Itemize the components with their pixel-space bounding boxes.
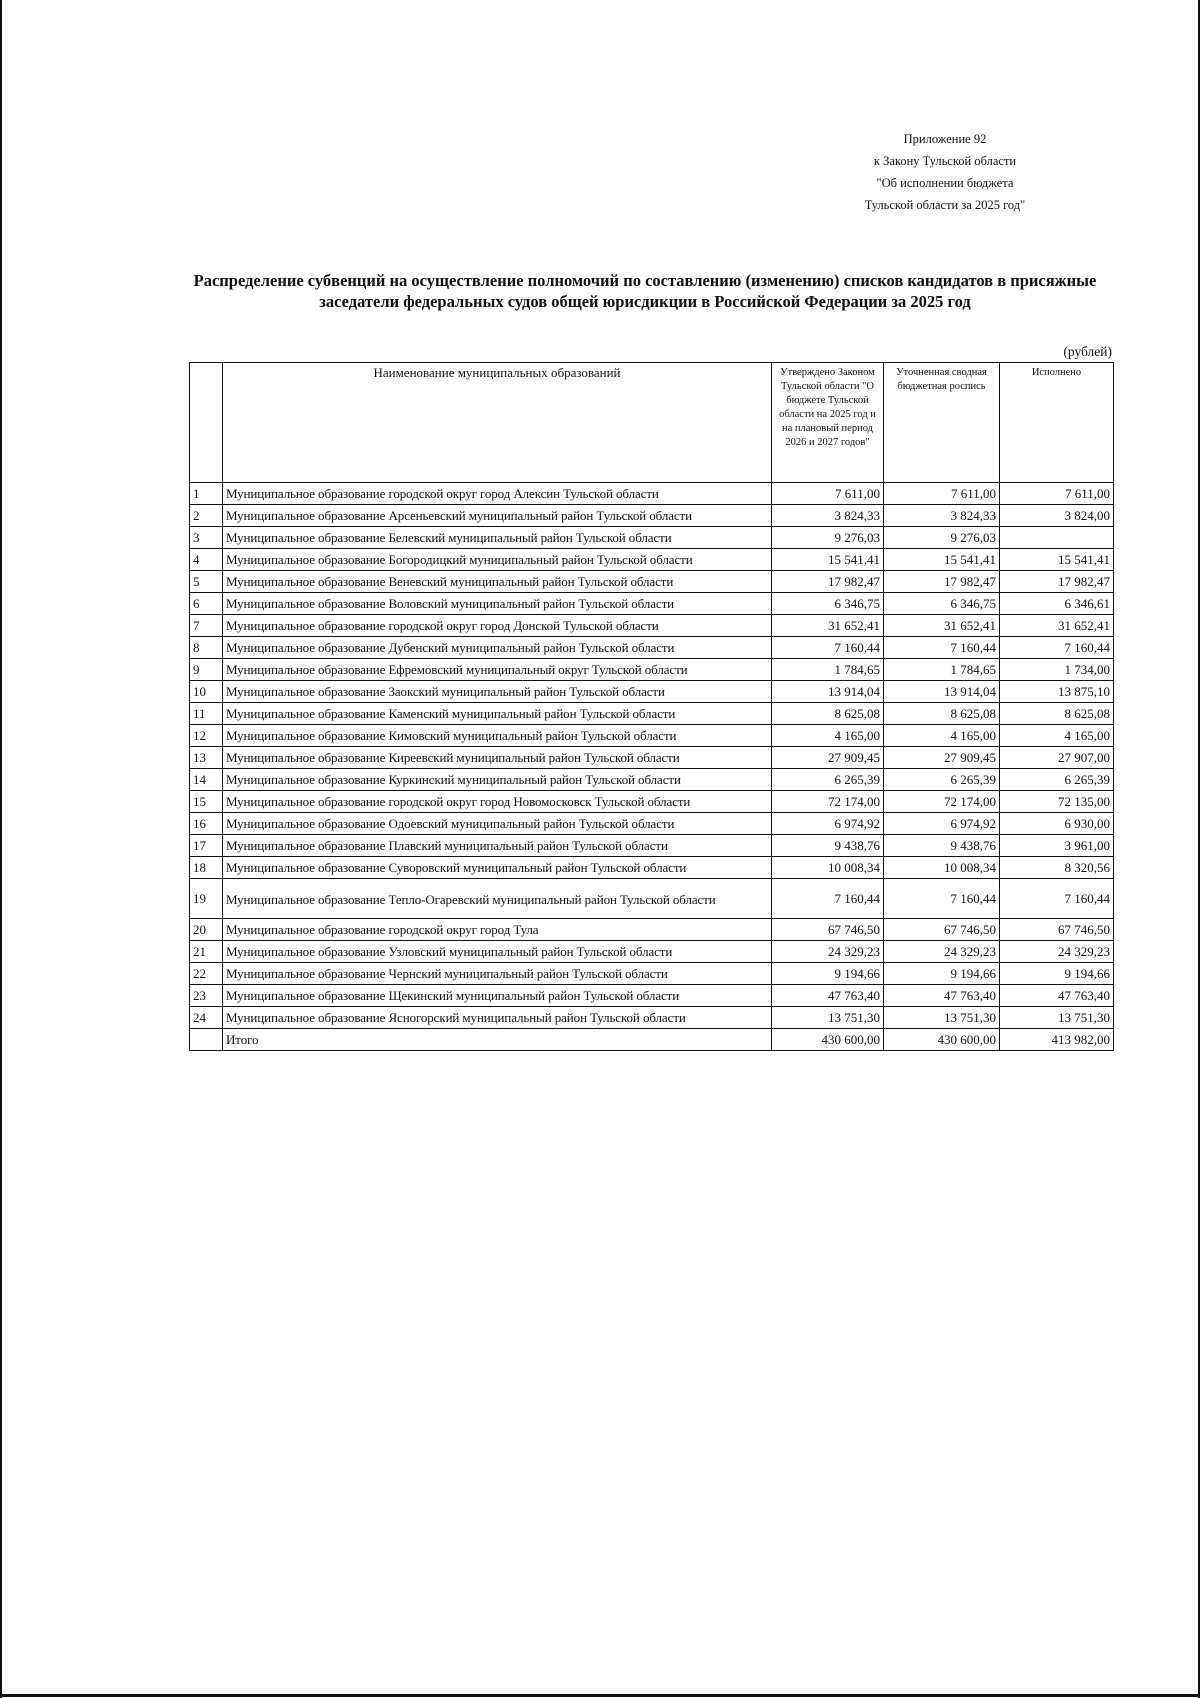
row-executed: 31 652,41 [1000, 615, 1114, 637]
table-row [190, 659, 1114, 681]
table-row [190, 593, 1114, 615]
row-number: 2 [190, 505, 223, 527]
row-number: 1 [190, 483, 223, 505]
row-name: Муниципальное образование Заокский муниципальный район Тульской области [223, 681, 772, 703]
row-approved: 3 824,33 [772, 505, 884, 527]
table-header-row [190, 363, 1114, 483]
row-name: Муниципальное образование Тепло-Огаревский муниципальный район Тульской области [223, 879, 772, 919]
table-row [190, 615, 1114, 637]
row-approved: 7 160,44 [772, 637, 884, 659]
row-executed: 8 625,08 [1000, 703, 1114, 725]
row-approved: 6 265,39 [772, 769, 884, 791]
table-row [190, 505, 1114, 527]
row-executed: 7 160,44 [1000, 879, 1114, 919]
row-approved: 17 982,47 [772, 571, 884, 593]
total-approved: 430 600,00 [772, 1029, 884, 1051]
row-number: 19 [190, 879, 223, 919]
row-approved: 1 784,65 [772, 659, 884, 681]
row-refined: 67 746,50 [884, 919, 1000, 941]
table-row [190, 571, 1114, 593]
row-refined: 13 751,30 [884, 1007, 1000, 1029]
row-refined: 31 652,41 [884, 615, 1000, 637]
row-number: 22 [190, 963, 223, 985]
table-row [190, 527, 1114, 549]
table-row [190, 879, 1114, 919]
row-approved: 9 276,03 [772, 527, 884, 549]
row-refined: 10 008,34 [884, 857, 1000, 879]
row-refined: 72 174,00 [884, 791, 1000, 813]
row-number: 20 [190, 919, 223, 941]
row-number: 8 [190, 637, 223, 659]
header-refined: Уточненная сводная бюджетная роспись [884, 363, 1000, 483]
row-refined: 3 824,33 [884, 505, 1000, 527]
row-number: 16 [190, 813, 223, 835]
appendix-line-1: Приложение 92 [903, 132, 987, 146]
row-refined: 9 276,03 [884, 527, 1000, 549]
row-name: Муниципальное образование Богородицкий муниципальный район Тульской области [223, 549, 772, 571]
row-name: Муниципальное образование Каменский муниципальный район Тульской области [223, 703, 772, 725]
row-refined: 8 625,08 [884, 703, 1000, 725]
table-row [190, 941, 1114, 963]
row-executed: 7 160,44 [1000, 637, 1114, 659]
page-border-bottom [0, 1694, 1200, 1697]
row-name: Муниципальное образование Ефремовский муниципальный округ Тульской области [223, 659, 772, 681]
row-number: 3 [190, 527, 223, 549]
total-label: Итого [223, 1029, 772, 1051]
row-name: Муниципальное образование Узловский муниципальный район Тульской области [223, 941, 772, 963]
table-row [190, 681, 1114, 703]
row-number: 21 [190, 941, 223, 963]
row-number: 5 [190, 571, 223, 593]
table-row [190, 725, 1114, 747]
row-executed: 6 930,00 [1000, 813, 1114, 835]
table-row [190, 919, 1114, 941]
row-refined: 6 974,92 [884, 813, 1000, 835]
header-number [190, 363, 223, 483]
row-number: 15 [190, 791, 223, 813]
row-refined: 7 160,44 [884, 879, 1000, 919]
row-number: 4 [190, 549, 223, 571]
row-approved: 9 438,76 [772, 835, 884, 857]
row-number: 7 [190, 615, 223, 637]
row-refined: 6 346,75 [884, 593, 1000, 615]
row-name: Муниципальное образование Воловский муниципальный район Тульской области [223, 593, 772, 615]
row-approved: 27 909,45 [772, 747, 884, 769]
row-refined: 13 914,04 [884, 681, 1000, 703]
row-name: Муниципальное образование Ясногорский муниципальный район Тульской области [223, 1007, 772, 1029]
row-approved: 72 174,00 [772, 791, 884, 813]
row-executed: 6 346,61 [1000, 593, 1114, 615]
row-refined: 47 763,40 [884, 985, 1000, 1007]
row-approved: 4 165,00 [772, 725, 884, 747]
row-name: Муниципальное образование городской округ город Новомосковск Тульской области [223, 791, 772, 813]
row-name: Муниципальное образование Чернский муниципальный район Тульской области [223, 963, 772, 985]
row-approved: 13 751,30 [772, 1007, 884, 1029]
row-number: 10 [190, 681, 223, 703]
row-name: Муниципальное образование Суворовский муниципальный район Тульской области [223, 857, 772, 879]
row-number: 9 [190, 659, 223, 681]
table-row [190, 549, 1114, 571]
budget-table [189, 362, 1114, 1051]
row-name: Муниципальное образование Арсеньевский муниципальный район Тульской области [223, 505, 772, 527]
table-row [190, 963, 1114, 985]
row-executed: 27 907,00 [1000, 747, 1114, 769]
total-row [190, 1029, 1114, 1051]
row-executed: 72 135,00 [1000, 791, 1114, 813]
header-approved: Утверждено Законом Тульской области "О бюджете Тульской области на 2025 год и на плановый период 2026 и 2027 годов" [772, 363, 884, 483]
row-refined: 24 329,23 [884, 941, 1000, 963]
total-executed: 413 982,00 [1000, 1029, 1114, 1051]
row-approved: 7 160,44 [772, 879, 884, 919]
header-executed: Исполнено [1000, 363, 1114, 483]
row-refined: 9 438,76 [884, 835, 1000, 857]
appendix-line-4: Тульской области за 2025 год" [864, 198, 1026, 212]
row-name: Муниципальное образование Дубенский муниципальный район Тульской области [223, 637, 772, 659]
total-refined: 430 600,00 [884, 1029, 1000, 1051]
table-row [190, 769, 1114, 791]
table-row [190, 835, 1114, 857]
row-name: Муниципальное образование Веневский муниципальный район Тульской области [223, 571, 772, 593]
table-row [190, 703, 1114, 725]
page-border-left [0, 0, 2, 1698]
row-executed: 24 329,23 [1000, 941, 1114, 963]
row-number: 12 [190, 725, 223, 747]
appendix-note [830, 128, 1060, 216]
row-name: Муниципальное образование Киреевский муниципальный район Тульской области [223, 747, 772, 769]
row-executed [1000, 527, 1114, 549]
row-executed: 4 165,00 [1000, 725, 1114, 747]
row-name: Муниципальное образование городской округ город Донской Тульской области [223, 615, 772, 637]
row-approved: 6 974,92 [772, 813, 884, 835]
row-name: Муниципальное образование городской округ город Алексин Тульской области [223, 483, 772, 505]
row-number: 23 [190, 985, 223, 1007]
row-executed: 17 982,47 [1000, 571, 1114, 593]
row-refined: 9 194,66 [884, 963, 1000, 985]
row-executed: 7 611,00 [1000, 483, 1114, 505]
row-number: 6 [190, 593, 223, 615]
units-label: (рублей) [1063, 344, 1112, 359]
row-number: 11 [190, 703, 223, 725]
row-name: Муниципальное образование Куркинский муниципальный район Тульской области [223, 769, 772, 791]
appendix-line-2: к Закону Тульской области [873, 154, 1017, 168]
row-number: 14 [190, 769, 223, 791]
table-body [190, 483, 1114, 1051]
row-executed: 8 320,56 [1000, 857, 1114, 879]
appendix-line-3: "Об исполнении бюджета [876, 176, 1014, 190]
row-refined: 6 265,39 [884, 769, 1000, 791]
table-row [190, 483, 1114, 505]
table-row [190, 747, 1114, 769]
row-approved: 31 652,41 [772, 615, 884, 637]
row-approved: 9 194,66 [772, 963, 884, 985]
row-refined: 27 909,45 [884, 747, 1000, 769]
row-executed: 47 763,40 [1000, 985, 1114, 1007]
total-number [190, 1029, 223, 1051]
row-refined: 1 784,65 [884, 659, 1000, 681]
row-approved: 7 611,00 [772, 483, 884, 505]
row-refined: 4 165,00 [884, 725, 1000, 747]
row-executed: 13 751,30 [1000, 1007, 1114, 1029]
row-number: 18 [190, 857, 223, 879]
document-title: Распределение субвенций на осуществление полномочий по составлению (изменению) списков кандидатов в присяжные заседатели федеральных судов общей юрисдикции в Российской Федерации за 2025 год [193, 271, 1097, 311]
row-approved: 15 541,41 [772, 549, 884, 571]
table-row [190, 985, 1114, 1007]
row-executed: 6 265,39 [1000, 769, 1114, 791]
row-refined: 7 611,00 [884, 483, 1000, 505]
row-number: 13 [190, 747, 223, 769]
row-name: Муниципальное образование Кимовский муниципальный район Тульской области [223, 725, 772, 747]
row-name: Муниципальное образование Щекинский муниципальный район Тульской области [223, 985, 772, 1007]
row-executed: 15 541,41 [1000, 549, 1114, 571]
row-approved: 10 008,34 [772, 857, 884, 879]
table-row [190, 637, 1114, 659]
row-approved: 47 763,40 [772, 985, 884, 1007]
row-approved: 8 625,08 [772, 703, 884, 725]
table-row [190, 813, 1114, 835]
row-approved: 24 329,23 [772, 941, 884, 963]
row-executed: 3 824,00 [1000, 505, 1114, 527]
row-number: 17 [190, 835, 223, 857]
row-approved: 6 346,75 [772, 593, 884, 615]
row-approved: 13 914,04 [772, 681, 884, 703]
row-refined: 7 160,44 [884, 637, 1000, 659]
row-number: 24 [190, 1007, 223, 1029]
row-name: Муниципальное образование Белевский муниципальный район Тульской области [223, 527, 772, 549]
row-executed: 13 875,10 [1000, 681, 1114, 703]
row-refined: 15 541,41 [884, 549, 1000, 571]
row-name: Муниципальное образование Одоевский муниципальный район Тульской области [223, 813, 772, 835]
row-executed: 9 194,66 [1000, 963, 1114, 985]
header-name: Наименование муниципальных образований [223, 363, 772, 483]
row-approved: 67 746,50 [772, 919, 884, 941]
row-name: Муниципальное образование городской округ город Тула [223, 919, 772, 941]
row-refined: 17 982,47 [884, 571, 1000, 593]
row-executed: 67 746,50 [1000, 919, 1114, 941]
table-row [190, 1007, 1114, 1029]
row-name: Муниципальное образование Плавский муниципальный район Тульской области [223, 835, 772, 857]
row-executed: 1 734,00 [1000, 659, 1114, 681]
row-executed: 3 961,00 [1000, 835, 1114, 857]
table-row [190, 857, 1114, 879]
table-row [190, 791, 1114, 813]
